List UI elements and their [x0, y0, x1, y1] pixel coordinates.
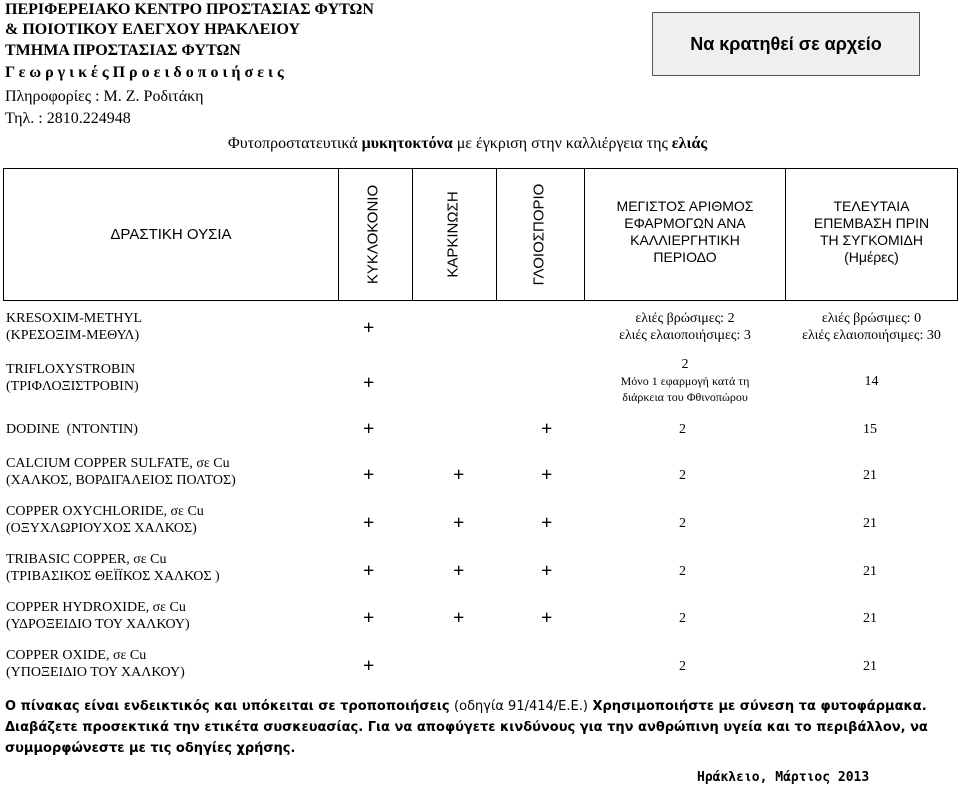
- directive-reference: (οδηγία 91/414/Ε.Ε.): [454, 699, 588, 714]
- substance-greek: (ΚΡΕΣΟΞΙΜ-ΜΕΘΥΛ): [6, 328, 140, 343]
- notice-text: Ο πίνακας είναι ενδεικτικός και υπόκειται σε τροποποιήσεις: [5, 699, 455, 714]
- table-row-tribasic: [6, 551, 220, 585]
- table-border-right: [957, 168, 958, 301]
- header-line: ΤΗ ΣΥΓΚΟΜΙΔΗ: [819, 232, 924, 248]
- title-emphasis: ελιάς: [671, 135, 708, 152]
- preharvest-days: 14: [864, 374, 879, 389]
- org-name-line2: & ΠΟΙΟΤΙΚΟΥ ΕΛΕΓΧΟΥ ΗΡΑΚΛΕΙΟΥ: [5, 21, 301, 38]
- mark-cycloconium: +: [363, 560, 375, 582]
- table-border-top: [3, 168, 958, 169]
- max-applications: [585, 310, 785, 344]
- substance-greek: (ΧΑΛΚΟΣ, ΒΟΡΔΙΓΑΛΕΙΟΣ ΠΟΛΤΟΣ): [6, 473, 236, 488]
- max-applications: 2: [679, 659, 686, 674]
- header-line: ΕΠΕΜΒΑΣΗ ΠΡΙΝ: [813, 215, 930, 231]
- max-applications: 2: [679, 422, 686, 437]
- apps-line: ελιές βρώσιμες: 2: [635, 311, 735, 326]
- table-row-oxychloride: [6, 503, 204, 537]
- header-active-substance: ΔΡΑΣΤΙΚΗ ΟΥΣΙΑ: [110, 226, 232, 243]
- footer-notice: [5, 696, 955, 759]
- header-line: ΚΑΛΛΙΕΡΓΗΤΙΚΗ: [630, 232, 740, 248]
- header-canker: ΚΑΡΚΙΝΩΣΗ: [444, 191, 462, 278]
- bulletin-label: Γ ε ω ρ γ ι κ έ ς Π ρ ο ε ι δ ο π ο ι ή σ ε ι ς: [5, 64, 284, 81]
- mark-canker: +: [453, 560, 465, 582]
- table-row-kresoxim: [6, 310, 142, 344]
- substance-greek: (ΤΡΙΦΛΟΞΙΣΤΡΟΒΙΝ): [6, 379, 139, 394]
- preharvest-days: 21: [863, 516, 877, 531]
- substance-name: COPPER HYDROXIDE, σε Cu: [6, 600, 186, 615]
- preharvest-days: 21: [863, 564, 877, 579]
- mark-cycloconium: +: [363, 607, 375, 629]
- table-row-trifloxystrobin: [6, 361, 139, 395]
- table-header-separator: [3, 300, 958, 301]
- place-date: Ηράκλειο, Μάρτιος 2013: [697, 770, 870, 785]
- substance-name: TRIFLOXYSTROBIN: [6, 362, 136, 377]
- apps-line: 2: [681, 357, 689, 372]
- header-line: ΤΕΛΕΥΤΑΙΑ: [833, 198, 910, 214]
- title-emphasis: μυκητοκτόνα: [361, 135, 453, 152]
- col-divider: [338, 168, 339, 301]
- max-applications: 2: [679, 516, 686, 531]
- substance-greek: (ΟΞΥΧΛΩΡΙΟΥΧΟΣ ΧΑΛΚΟΣ): [6, 521, 197, 536]
- header-line: (Ημέρες): [844, 249, 899, 265]
- mark-cycloconium: +: [363, 655, 375, 677]
- max-applications: 2: [679, 468, 686, 483]
- notice-text: Χρησιμοποιήστε με σύνεση τα φυτοφάρμακα.: [587, 699, 927, 714]
- department-name: ΤΜΗΜΑ ΠΡΟΣΤΑΣΙΑΣ ΦΥΤΩΝ: [5, 42, 241, 59]
- mark-gloeosporium: +: [541, 464, 553, 486]
- apps-note: Μόνο 1 εφαρμογή κατά τη: [620, 374, 750, 388]
- mark-gloeosporium: +: [541, 560, 553, 582]
- table-row-oxide: [6, 647, 185, 681]
- mark-canker: +: [453, 607, 465, 629]
- header-max-applications: [585, 198, 785, 266]
- col-divider: [412, 168, 413, 301]
- mark-gloeosporium: +: [541, 418, 553, 440]
- label-warning: Διαβάζετε προσεκτικά την ετικέτα συσκευασίας. Για να αποφύγετε κινδύνους για την ανθρώπινη υγεία και το περιβάλλον, να συμμορφώνεστε με τις οδηγίες χρήσης.: [5, 720, 928, 756]
- max-applications: 2: [679, 564, 686, 579]
- substance-name: KRESOXIM-METHYL: [6, 311, 143, 326]
- mark-cycloconium: +: [363, 464, 375, 486]
- apps-note: διάρκεια του Φθινοπώρου: [622, 390, 748, 404]
- header-gloeosporium: ΓΛΟΙΟΣΠΟΡΙΟ: [530, 183, 548, 286]
- mark-cycloconium: +: [363, 317, 375, 339]
- max-applications: 2: [679, 611, 686, 626]
- preharvest-days: 15: [863, 422, 877, 437]
- org-name-line1: ΠΕΡΙΦΕΡΕΙΑΚΟ ΚΕΝΤΡΟ ΠΡΟΣΤΑΣΙΑΣ ΦΥΤΩΝ: [5, 1, 374, 18]
- days-line: ελιές ελαιοποιήσιμες: 30: [802, 328, 941, 343]
- title-part: με έγκριση στην καλλιέργεια της: [452, 135, 672, 152]
- substance-name: COPPER OXYCHLORIDE, σε Cu: [6, 504, 204, 519]
- archive-note: Να κρατηθεί σε αρχείο: [652, 12, 920, 76]
- substance-name: CALCIUM COPPER SULFATE, σε Cu: [6, 456, 230, 471]
- col-divider: [496, 168, 497, 301]
- table-row-dodine: [6, 421, 138, 438]
- mark-gloeosporium: +: [541, 512, 553, 534]
- preharvest-days: [786, 310, 957, 344]
- phone-number: Τηλ. : 2810.224948: [5, 110, 131, 127]
- preharvest-days: 21: [863, 468, 877, 483]
- preharvest-days: 21: [863, 611, 877, 626]
- substance-greek: (ΝΤΟΝΤΙΝ): [66, 422, 138, 437]
- mark-gloeosporium: +: [541, 607, 553, 629]
- mark-canker: +: [453, 512, 465, 534]
- substance-name: DODINE: [6, 422, 60, 437]
- substance-greek: (ΥΠΟΞΕΙΔΙΟ ΤΟΥ ΧΑΛΚΟΥ): [6, 665, 185, 680]
- substance-name: TRIBASIC COPPER, σε Cu: [6, 552, 167, 567]
- contact-info: Πληροφορίες : Μ. Ζ. Ροδιτάκη: [5, 88, 204, 105]
- substance-name: COPPER OXIDE, σε Cu: [6, 648, 147, 663]
- apps-line: ελιές ελαιοποιήσιμες: 3: [619, 328, 751, 343]
- substance-greek: (ΥΔΡΟΞΕΙΔΙΟ ΤΟΥ ΧΑΛΚΟΥ): [6, 617, 190, 632]
- header-cycloconium: ΚΥΚΛΟΚΟΝΙΟ: [364, 184, 382, 285]
- header-line: ΕΦΑΡΜΟΓΩΝ ΑΝΑ: [624, 215, 746, 231]
- substance-greek: (ΤΡΙΒΑΣΙΚΟΣ ΘΕΪΪΚΟΣ ΧΑΛΚΟΣ ): [6, 569, 220, 584]
- header-line: ΜΕΓΙΣΤΟΣ ΑΡΙΘΜΟΣ: [616, 198, 754, 214]
- table-row-bordeaux: [6, 455, 236, 489]
- mark-canker: +: [453, 464, 465, 486]
- table-row-hydroxide: [6, 599, 190, 633]
- max-applications: [585, 356, 785, 405]
- document-title: [228, 135, 707, 153]
- header-preharvest-interval: [786, 198, 957, 266]
- title-part: Φυτοπροστατευτικά: [228, 135, 362, 152]
- days-line: ελιές βρώσιμες: 0: [821, 311, 922, 326]
- header-line: ΠΕΡΙΟΔΟ: [653, 249, 717, 265]
- mark-cycloconium: +: [363, 418, 375, 440]
- mark-cycloconium: +: [363, 512, 375, 534]
- preharvest-days: 21: [863, 659, 877, 674]
- mark-cycloconium: +: [363, 372, 375, 394]
